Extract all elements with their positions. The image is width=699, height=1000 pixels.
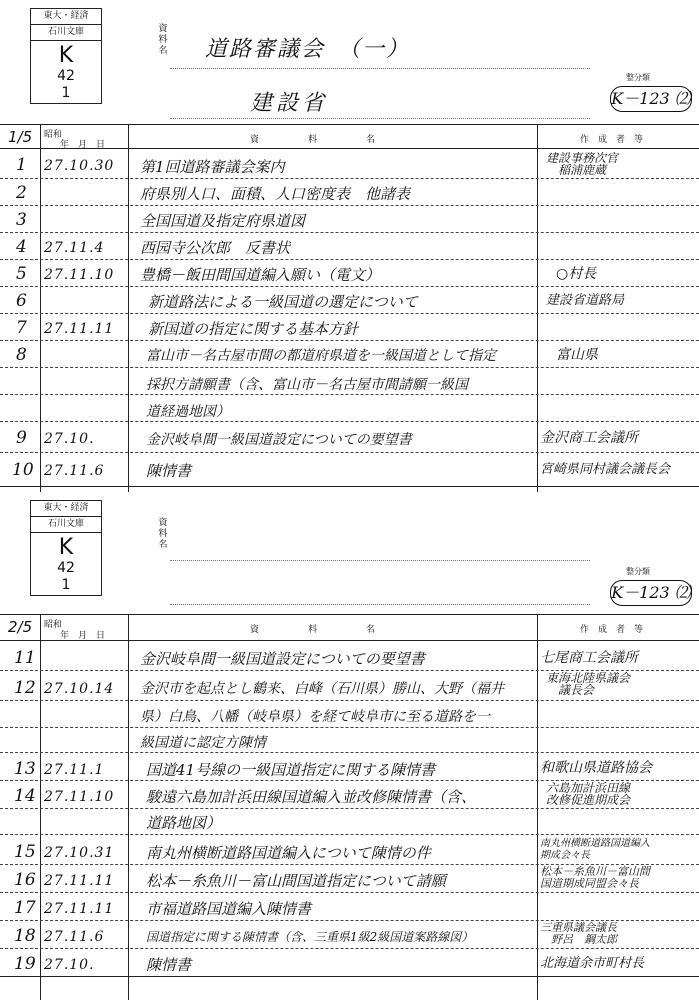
row-date: 27.11.1: [44, 762, 105, 778]
row-number: 2: [16, 183, 27, 203]
row-separator: [0, 948, 699, 949]
stamp-line-2: 石川文庫: [31, 25, 101, 41]
row-separator: [0, 340, 699, 341]
row-date: 27.11.11: [44, 321, 115, 337]
row-title: 豊橋－飯田間国道編入願い（電文）: [140, 266, 381, 284]
row-title: 新道路法による一級国道の選定について: [148, 293, 418, 311]
row-author: 宮崎県同村議会議長会: [540, 462, 671, 477]
row-title: 市福道路国道編入陳情書: [146, 900, 312, 918]
title-underline: [170, 68, 590, 69]
row-number: 7: [16, 318, 27, 338]
table2-title-header: 資 料 名: [250, 625, 396, 635]
row-title: 松本－糸魚川－富山間国道指定について請願: [146, 872, 446, 890]
table1-col-divider-2: [128, 124, 129, 492]
classification-badge: K－123 ⑵: [610, 86, 692, 112]
row-author: 金沢商工会議所: [540, 430, 638, 446]
row-author: 六島加計浜田線 改修促進期成会: [546, 781, 631, 807]
row-date: 27.11.10: [44, 267, 115, 283]
row-separator: [0, 394, 699, 395]
table2-col-divider-1: [40, 614, 41, 1000]
row-separator: [0, 178, 699, 179]
row-title: 金沢岐阜間一級国道設定についての要望書: [140, 650, 425, 668]
stamp-line-2: 石川文庫: [31, 517, 101, 533]
classification-badge-2: K－123 ⑵: [610, 580, 692, 606]
row-author: ○村長: [556, 266, 597, 282]
row-date: 27.10.: [44, 431, 95, 447]
row-author: 和歌山県道路協会: [540, 760, 652, 776]
row-separator: [0, 205, 699, 206]
table2-col-divider-2: [128, 614, 129, 1000]
row-author: 三重県議会議長 野呂 鋼太郎: [540, 921, 617, 946]
row-date: 27.11.6: [44, 929, 105, 945]
row-title: 国道41号線の一級国道指定に関する陳情書: [146, 761, 436, 779]
row-number: 18: [14, 926, 36, 946]
table1-author-header: 作 成 者 等: [580, 135, 644, 145]
row-author: 建設事務次官 稲浦鹿蔵: [546, 151, 619, 177]
table2-author-header: 作 成 者 等: [580, 625, 644, 635]
row-title: 富山市－名古屋市間の都道府県道を一級国道として指定: [146, 348, 496, 364]
table1-date-header: 年 月 日: [60, 140, 106, 150]
row-separator: [0, 452, 699, 453]
row-title-continued: 級国道に認定方陳情: [140, 735, 266, 751]
table1-era-header: 昭和: [44, 130, 63, 140]
subtitle-underline-2: [170, 604, 590, 605]
row-date: 27.11.11: [44, 901, 115, 917]
table2-top-border: [0, 614, 699, 615]
row-title: 第1回道路審議会案内: [140, 158, 285, 176]
row-number: 1: [16, 155, 27, 175]
row-separator: [0, 834, 699, 835]
row-date: 27.11.11: [44, 873, 115, 889]
archive-stamp: [30, 8, 102, 104]
row-title-continued: 道経過地図）: [146, 404, 230, 420]
row-number: 19: [14, 954, 36, 974]
row-number: 5: [16, 264, 27, 284]
row-separator: [0, 232, 699, 233]
row-author: 南丸州横断道路国道編入 期成会々長: [540, 838, 650, 861]
row-title: 駿遠六島加計浜田線国道編入並改修陳情書（含、: [146, 788, 477, 806]
row-separator: [0, 421, 699, 422]
stamp-volume: 1: [61, 577, 71, 593]
table1-top-border: [0, 124, 699, 125]
row-title: 国道指定に関する陳情書（含、三重県1級2級国道案路線図）: [146, 930, 474, 944]
row-date: 27.10.31: [44, 845, 115, 861]
row-date: 27.10.30: [44, 158, 115, 174]
row-separator: [0, 808, 699, 809]
row-author: 松本－糸魚川－富山間 国道期成同盟会々長: [540, 865, 650, 890]
row-title: 西园寺公次郎 反書状: [140, 239, 291, 257]
classification-label: 整分類: [626, 73, 650, 82]
row-number: 11: [14, 648, 36, 668]
row-number: 17: [14, 898, 36, 918]
stamp-code: K: [58, 535, 74, 560]
row-separator: [0, 892, 699, 893]
row-author: 七尾商工会議所: [540, 650, 638, 666]
row-date: 27.11.6: [44, 463, 105, 479]
row-title: 金沢岐阜間一級国道設定についての要望書: [146, 432, 412, 448]
row-number: 6: [16, 291, 27, 311]
row-author: 富山県: [556, 347, 598, 363]
row-separator: [0, 259, 699, 260]
table2-sheet: 2/5: [8, 618, 33, 636]
stamp-line-1: 東大・経済: [31, 501, 101, 517]
row-date: 27.10.: [44, 957, 95, 973]
document-name-label-2: 資料名: [158, 518, 168, 550]
row-author: 建設省道路局: [546, 293, 625, 308]
row-separator: [0, 313, 699, 314]
archive-stamp-2: [30, 500, 102, 596]
row-title: 新国道の指定に関する基本方針: [148, 320, 359, 338]
document-subtitle: 建設省: [250, 91, 329, 116]
row-separator: [0, 700, 699, 701]
row-author: 東海北陸県議会 議長会: [546, 671, 631, 697]
row-separator: [0, 727, 699, 728]
table1-title-header: 資 料 名: [250, 135, 396, 145]
row-title: 陳情書: [146, 956, 192, 974]
row-number: 13: [14, 759, 36, 779]
row-number: 16: [14, 870, 36, 890]
document-title: 道路審議会 （一）: [205, 37, 411, 62]
stamp-line-1: 東大・経済: [31, 9, 101, 25]
table2-bottom-border: [0, 976, 699, 977]
row-title: 陳情書: [146, 462, 192, 480]
row-title-continued: 県）白鳥、八幡（岐阜県）を経て岐阜市に至る道路を一: [140, 709, 490, 725]
stamp-number: 42: [57, 68, 75, 84]
table1-col-divider-3: [537, 124, 538, 492]
row-author: 北海道余市町村長: [540, 956, 645, 971]
row-title: 金沢市を起点とし鶴来、白峰（石川県）勝山、大野（福井: [140, 681, 504, 697]
row-number: 12: [14, 678, 36, 698]
row-title-continued: 道路地図）: [146, 814, 222, 832]
table1-sheet: 1/5: [8, 128, 33, 146]
stamp-number: 42: [57, 560, 75, 576]
row-title: 南丸州横断道路国道編入について陳情の件: [146, 844, 431, 862]
row-date: 27.11.10: [44, 789, 115, 805]
document-name-label: 資料名: [158, 24, 168, 56]
row-number: 15: [14, 842, 36, 862]
row-separator: [0, 367, 699, 368]
subtitle-underline: [170, 118, 590, 119]
row-date: 27.11.4: [44, 240, 105, 256]
classification-label-2: 整分類: [626, 567, 650, 576]
stamp-volume: 1: [61, 85, 71, 101]
row-title-continued: 採択方請願書（含、富山市－名古屋市間請願一級国: [146, 377, 468, 393]
row-title: 府県別人口、面積、人口密度表 他諸表: [140, 185, 411, 203]
row-number: 10: [12, 460, 34, 480]
table2-col-divider-3: [537, 614, 538, 1000]
table2-date-header: 年 月 日: [60, 631, 106, 641]
row-number: 9: [16, 428, 27, 448]
row-number: 14: [14, 786, 36, 806]
row-date: 27.10.14: [44, 681, 115, 697]
table1-col-divider-1: [40, 124, 41, 492]
table1-bottom-border: [0, 486, 699, 487]
row-separator: [0, 286, 699, 287]
row-number: 3: [16, 210, 27, 230]
row-number: 8: [16, 345, 27, 365]
stamp-code: K: [58, 43, 74, 68]
row-separator: [0, 752, 699, 753]
title-underline-2: [170, 560, 590, 561]
table2-era-header: 昭和: [44, 620, 63, 630]
row-title: 全国国道及指定府県道図: [140, 212, 306, 230]
row-number: 4: [16, 237, 27, 257]
